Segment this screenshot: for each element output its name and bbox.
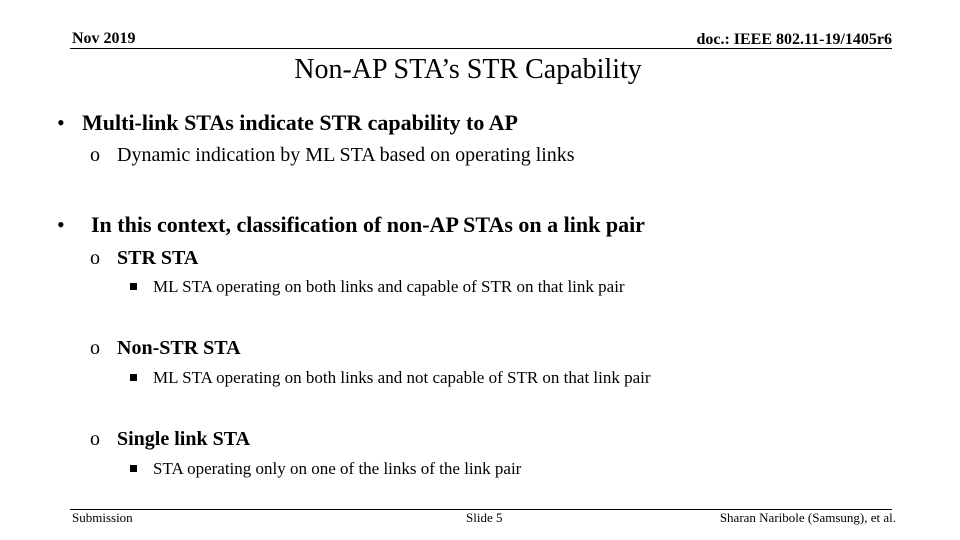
bullet-marker: • xyxy=(57,110,65,135)
square-bullet-icon xyxy=(130,374,137,381)
footer-submission: Submission xyxy=(72,510,133,525)
bullet-marker: • xyxy=(57,212,65,237)
square-bullet-icon xyxy=(130,283,137,290)
sub-bullet-marker: o xyxy=(90,428,100,450)
bullet-2-sub-3-text: Single link STA xyxy=(117,428,251,450)
bullet-1-sub-1-text: Dynamic indication by ML STA based on operating links xyxy=(117,144,575,166)
square-bullet-icon xyxy=(130,465,137,472)
header-divider xyxy=(70,48,892,49)
footer-author: Sharan Naribole (Samsung), et al. xyxy=(719,510,896,525)
bullet-2-sub-1-detail-text: ML STA operating on both links and capable of STR on that link pair xyxy=(153,277,625,296)
bullet-2-sub-2-text: Non-STR STA xyxy=(117,337,241,359)
bullet-2-sub-3-detail-text: STA operating only on one of the links of the link pair xyxy=(153,459,522,478)
sub-bullet-marker: o xyxy=(90,144,100,166)
bullet-2-text: In this context, classification of non-AP STAs on a link pair xyxy=(91,212,645,237)
slide-title: Non-AP STA’s STR Capability xyxy=(294,54,642,85)
bullet-1-text: Multi-link STAs indicate STR capability to AP xyxy=(82,110,518,135)
bullet-2-sub-1-text: STR STA xyxy=(117,247,199,269)
footer-slide-number: Slide 5 xyxy=(466,510,503,525)
sub-bullet-marker: o xyxy=(90,247,100,269)
sub-bullet-marker: o xyxy=(90,337,100,359)
bullet-2-sub-2-detail-text: ML STA operating on both links and not capable of STR on that link pair xyxy=(153,368,651,387)
header-date: Nov 2019 xyxy=(72,30,136,47)
header-doc-id: doc.: IEEE 802.11-19/1405r6 xyxy=(696,31,892,48)
